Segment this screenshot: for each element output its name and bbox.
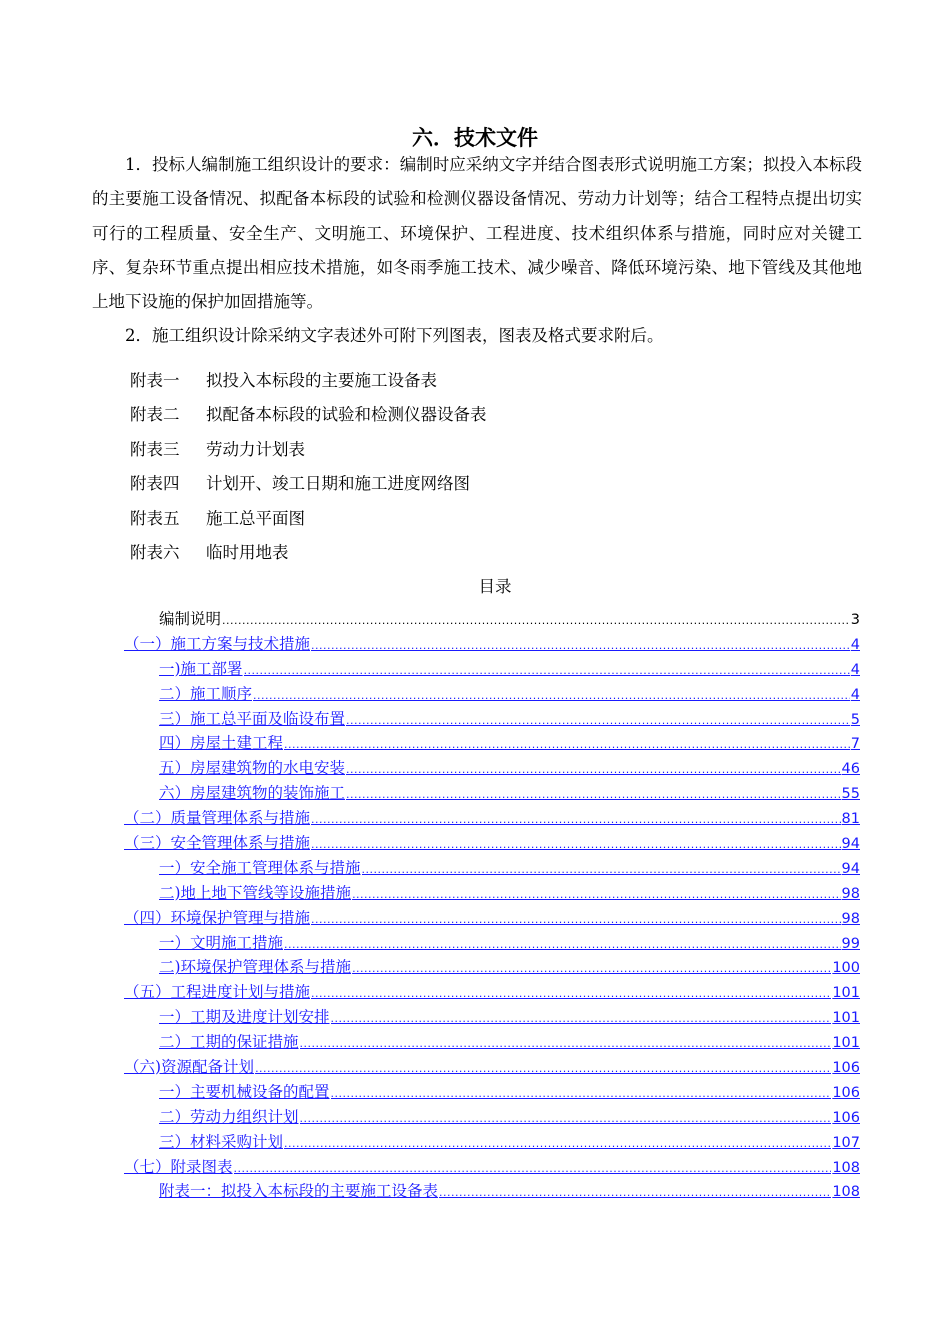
toc-dot-leader: [311, 982, 831, 1007]
toc-dot-leader: [311, 908, 841, 933]
annex-item: [130, 467, 487, 501]
annex-item: [130, 433, 487, 467]
toc-entry-label[interactable]: 六）房屋建筑物的装饰施工: [159, 784, 346, 803]
toc-entry[interactable]: [124, 955, 860, 980]
toc-entry-label[interactable]: （二）质量管理体系与措施: [124, 809, 311, 828]
toc-entry[interactable]: [124, 1155, 860, 1180]
toc-entry-label[interactable]: （六)资源配备计划: [124, 1058, 255, 1077]
toc-dot-leader: [346, 758, 841, 783]
toc-entry[interactable]: [124, 781, 860, 806]
toc-entry-page[interactable]: 101: [832, 1010, 860, 1027]
toc-entry[interactable]: [124, 1055, 860, 1080]
toc-entry-page[interactable]: 98: [841, 885, 860, 902]
toc-entry-label[interactable]: 三）施工总平面及临设布置: [159, 709, 346, 728]
toc-entry-label[interactable]: 一）文明施工措施: [159, 933, 284, 952]
toc-dot-leader: [439, 1181, 831, 1206]
toc-entry-page[interactable]: 4: [850, 636, 860, 653]
page-title: 六．技术文件: [412, 126, 538, 150]
paragraph-2: 2．施工组织设计除采纳文字表述外可附下列图表，图表及格式要求附后。: [125, 326, 664, 346]
annex-item: [130, 398, 487, 432]
toc-entry-label[interactable]: 一）主要机械设备的配置: [159, 1082, 330, 1101]
toc-entry[interactable]: [124, 756, 860, 781]
toc-entry-page[interactable]: 5: [850, 711, 860, 728]
toc-entry[interactable]: [124, 632, 860, 657]
annex-code: 附表一: [130, 371, 180, 390]
toc-entry[interactable]: [124, 980, 860, 1005]
toc-dot-leader: [234, 1157, 832, 1182]
toc-entry-page[interactable]: 4: [850, 661, 860, 678]
toc-dot-leader: [352, 957, 831, 982]
annex-code: 附表二: [130, 405, 180, 425]
toc-entry[interactable]: [124, 731, 860, 756]
toc-dot-leader: [346, 709, 850, 734]
toc-dot-leader: [222, 609, 850, 634]
toc-entry-label[interactable]: 三）材料采购计划: [159, 1132, 284, 1151]
toc-entry-page[interactable]: 108: [832, 1184, 860, 1201]
toc-entry[interactable]: [124, 856, 860, 881]
toc-entry-page[interactable]: 106: [832, 1084, 860, 1101]
toc-entry-page[interactable]: 81: [841, 811, 860, 828]
annex-name: 施工总平面图: [206, 508, 305, 528]
toc-entry[interactable]: [124, 657, 860, 682]
toc-dot-leader: [331, 1007, 832, 1032]
toc-dot-leader: [346, 783, 841, 808]
toc-heading: 目录: [478, 577, 512, 596]
toc-entry-page[interactable]: 106: [832, 1109, 860, 1126]
toc-dot-leader: [284, 933, 841, 958]
annex-item: [130, 364, 487, 398]
toc-entry: [124, 607, 860, 632]
toc-entry[interactable]: [124, 1105, 860, 1130]
annex-item: [130, 536, 487, 570]
toc-entry-page[interactable]: 108: [832, 1159, 860, 1176]
toc-dot-leader: [311, 833, 841, 858]
toc-entry-page: 3: [850, 612, 860, 628]
toc-entry-page[interactable]: 101: [832, 985, 860, 1002]
toc-entry[interactable]: [124, 906, 860, 931]
toc-entry-label[interactable]: 四）房屋土建工程: [159, 734, 284, 753]
toc-dot-leader: [300, 1032, 832, 1057]
toc-entry-label[interactable]: 一）安全施工管理体系与措施: [159, 858, 361, 877]
annex-item: [130, 502, 487, 536]
toc-entry-label[interactable]: 二）施工顺序: [159, 684, 253, 703]
toc-entry-page[interactable]: 99: [841, 935, 860, 952]
toc-entry-label[interactable]: （三）安全管理体系与措施: [124, 834, 311, 853]
toc-entry[interactable]: [124, 1130, 860, 1155]
toc-entry[interactable]: [124, 931, 860, 956]
toc-entry-page[interactable]: 7: [850, 736, 860, 753]
toc-entry-page[interactable]: 46: [841, 761, 860, 778]
annex-name: 拟配备本标段的试验和检测仪器设备表: [206, 405, 487, 425]
toc-entry-label[interactable]: 二)环境保护管理体系与措施: [159, 958, 352, 977]
toc-entry-page[interactable]: 98: [841, 910, 860, 927]
annex-code: 附表三: [130, 439, 180, 459]
toc-entry-label[interactable]: 二)地上地下管线等设施措施: [159, 883, 352, 902]
annex-name: 临时用地表: [206, 543, 289, 563]
toc-entry[interactable]: [124, 831, 860, 856]
toc-entry[interactable]: [124, 1005, 860, 1030]
toc-dot-leader: [255, 1057, 831, 1082]
annex-name: 拟投入本标段的主要施工设备表: [206, 371, 437, 390]
toc-entry[interactable]: [124, 1080, 860, 1105]
toc-entry-label[interactable]: （五）工程进度计划与措施: [124, 983, 311, 1002]
toc-entry-page[interactable]: 4: [850, 686, 860, 703]
toc-dot-leader: [362, 858, 841, 883]
toc-dot-leader: [253, 684, 850, 709]
toc-entry-page[interactable]: 107: [832, 1134, 860, 1151]
annex-list: [130, 364, 487, 570]
toc-dot-leader: [331, 1082, 832, 1107]
table-of-contents: [124, 607, 860, 1204]
toc-entry-page[interactable]: 94: [841, 860, 860, 877]
toc-entry-label[interactable]: 五）房屋建筑物的水电安装: [159, 759, 346, 778]
annex-name: 计划开、竣工日期和施工进度网络图: [206, 474, 470, 494]
toc-entry-label[interactable]: （四）环境保护管理与措施: [124, 908, 311, 927]
annex-code: 附表五: [130, 508, 180, 528]
toc-dot-leader: [284, 733, 850, 758]
toc-dot-leader: [311, 634, 850, 659]
toc-dot-leader: [311, 808, 841, 833]
annex-code: 附表六: [130, 543, 180, 563]
toc-entry-label[interactable]: 二）工期的保证措施: [159, 1033, 299, 1052]
toc-entry-page[interactable]: 106: [832, 1060, 860, 1077]
toc-entry[interactable]: [124, 707, 860, 732]
toc-entry-page[interactable]: 55: [841, 786, 860, 803]
toc-entry-page[interactable]: 94: [841, 836, 860, 853]
toc-entry-label[interactable]: （七）附录图表: [124, 1157, 233, 1176]
toc-dot-leader: [300, 1107, 832, 1132]
toc-entry-page[interactable]: 100: [832, 960, 860, 977]
toc-entry[interactable]: [124, 1030, 860, 1055]
toc-entry-label[interactable]: 一）工期及进度计划安排: [159, 1008, 330, 1027]
paragraph-1: 1．投标人编制施工组织设计的要求：编制时应采纳文字并结合图表形式说明施工方案；拟投入本标段的主要施工设备情况、拟配备本标段的试验和检测仪器设备情况、劳动力计划等；结合工程特点提出切实可行的工程质量、安全生产、文明施工、环境保护、工程进度、技术组织体系与措施，同时应对关键工序、复杂环节重点提出相应技术措施，如冬雨季施工技术、减少噪音、降低环境污染、地下管线及其他地上地下设施的保护加固措施等。: [92, 155, 862, 312]
toc-entry[interactable]: [124, 682, 860, 707]
toc-entry-label[interactable]: 二）劳动力组织计划: [159, 1107, 299, 1126]
requirements-text: [92, 148, 862, 354]
toc-entry[interactable]: [124, 1179, 860, 1204]
toc-entry-label[interactable]: （一）施工方案与技术措施: [124, 634, 311, 653]
toc-entry-label: 编制说明: [159, 610, 222, 628]
toc-entry-page[interactable]: 101: [832, 1035, 860, 1052]
toc-entry[interactable]: [124, 806, 860, 831]
toc-dot-leader: [284, 1132, 831, 1157]
toc-entry[interactable]: [124, 881, 860, 906]
annex-code: 附表四: [130, 474, 180, 494]
toc-entry-label[interactable]: 附表一：拟投入本标段的主要施工设备表: [159, 1182, 439, 1201]
toc-dot-leader: [244, 659, 850, 684]
toc-entry-label[interactable]: 一)施工部署: [159, 659, 243, 678]
annex-name: 劳动力计划表: [206, 439, 305, 459]
toc-dot-leader: [352, 883, 840, 908]
